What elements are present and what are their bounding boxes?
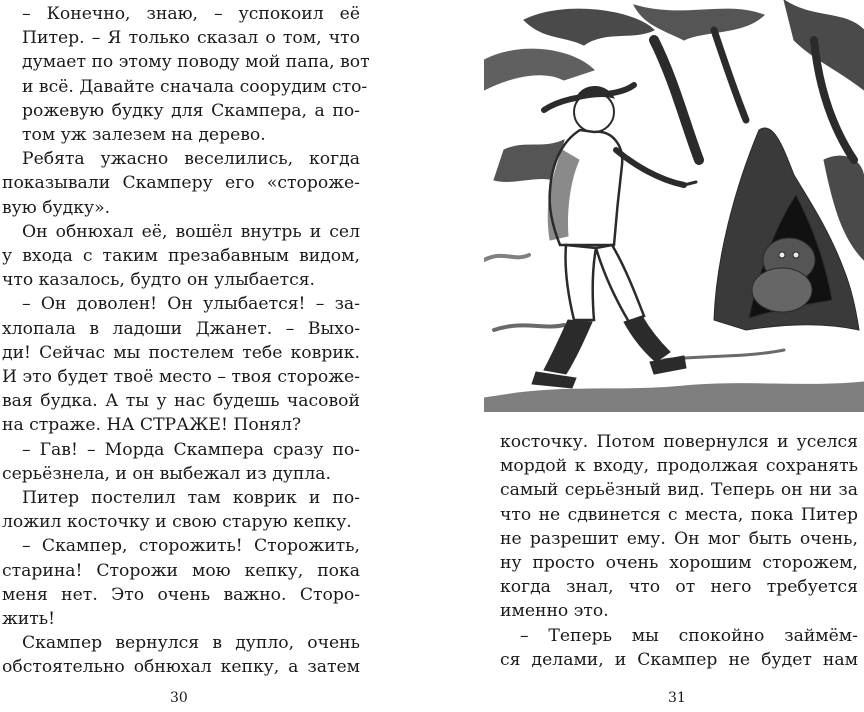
paragraph	[2, 486, 360, 534]
text-line: Он обнюхал её, вошёл внутрь и сел	[22, 221, 360, 242]
paragraph	[2, 292, 360, 437]
text-line: самый серьёзный вид. Теперь он ни за	[500, 480, 858, 501]
text-line: Питер постелил там коврик и по-	[22, 488, 360, 509]
paragraph	[2, 534, 360, 631]
text-line: – Конечно, знаю, – успокоил её	[22, 4, 360, 24]
text-line: старина! Сторожи мою кепку, пока	[2, 560, 360, 581]
text-line: – Скампер, сторожить! Сторожить,	[22, 536, 360, 557]
boy-and-dog-illustration	[484, 0, 864, 412]
paragraph	[500, 430, 858, 624]
text-line: Ребята ужасно веселились, когда	[22, 149, 360, 170]
text-line: ди! Сейчас мы постелем тебе коврик.	[2, 342, 360, 363]
text-line: Скампер вернулся в дупло, очень	[22, 633, 360, 654]
text-line: – Теперь мы спокойно займём-	[520, 625, 858, 646]
left-text-column	[2, 2, 370, 680]
text-line: именно это.	[500, 601, 609, 622]
text-line: обстоятельно обнюхал кепку, а затем	[2, 657, 360, 678]
text-line: хлопала в ладоши Джанет. – Выхо-	[2, 318, 360, 339]
text-line: И это будет твоё место – твоя стороже-	[2, 367, 360, 388]
text-line: и всё. Давайте сначала соорудим сто-	[22, 76, 368, 97]
text-line: ну просто очень хорошим сторожем,	[500, 553, 858, 574]
page-number: 30	[170, 690, 188, 706]
paragraph	[2, 438, 360, 486]
text-line: думает по этому поводу мой папа, вот	[22, 52, 370, 73]
text-line: вая будка. А ты у нас будешь часовой	[2, 391, 360, 412]
text-line: не разрешит ему. Он мог быть очень,	[500, 528, 858, 549]
paragraph	[2, 220, 360, 293]
text-line: ся делами, и Скампер не будет нам	[500, 649, 858, 670]
text-line: меня нет. Это очень важно. Сторо-	[2, 584, 360, 605]
text-line: вую будку».	[2, 197, 111, 218]
text-line: Питер. – Я только сказал о том, что	[22, 28, 360, 49]
text-line: – Гав! – Морда Скампера сразу по-	[22, 439, 360, 460]
text-line: когда знал, что от него требуется	[500, 577, 858, 598]
right-text-column	[500, 430, 858, 672]
text-line: жить!	[2, 609, 56, 630]
text-line: ложил косточку и свою старую кепку.	[2, 512, 352, 533]
text-line: том уж залезем на дерево.	[22, 125, 266, 146]
text-line: у входа с таким презабавным видом,	[2, 246, 360, 267]
paragraph	[2, 631, 360, 679]
text-line: что не сдвинется с места, пока Питер	[500, 504, 858, 525]
text-line: мордой к входу, продолжая сохранять	[500, 456, 858, 477]
text-line: показывали Скамперу его «стороже-	[2, 173, 360, 194]
text-line: – Он доволен! Он улыбается! – за-	[22, 294, 360, 315]
text-line: серьёзнела, и он выбежал из дупла.	[2, 463, 331, 484]
text-line: рожевую будку для Скампера, а по-	[22, 100, 360, 121]
paragraph	[2, 147, 360, 220]
paragraph	[500, 624, 858, 672]
text-line: на страже. НА СТРАЖЕ! Понял?	[2, 415, 302, 436]
page-number: 31	[668, 690, 686, 706]
right-page	[432, 0, 864, 712]
text-line: что казалось, будто он улыбается.	[2, 270, 316, 291]
paragraph	[2, 2, 370, 147]
text-line: косточку. Потом повернулся и уселся	[500, 432, 858, 452]
